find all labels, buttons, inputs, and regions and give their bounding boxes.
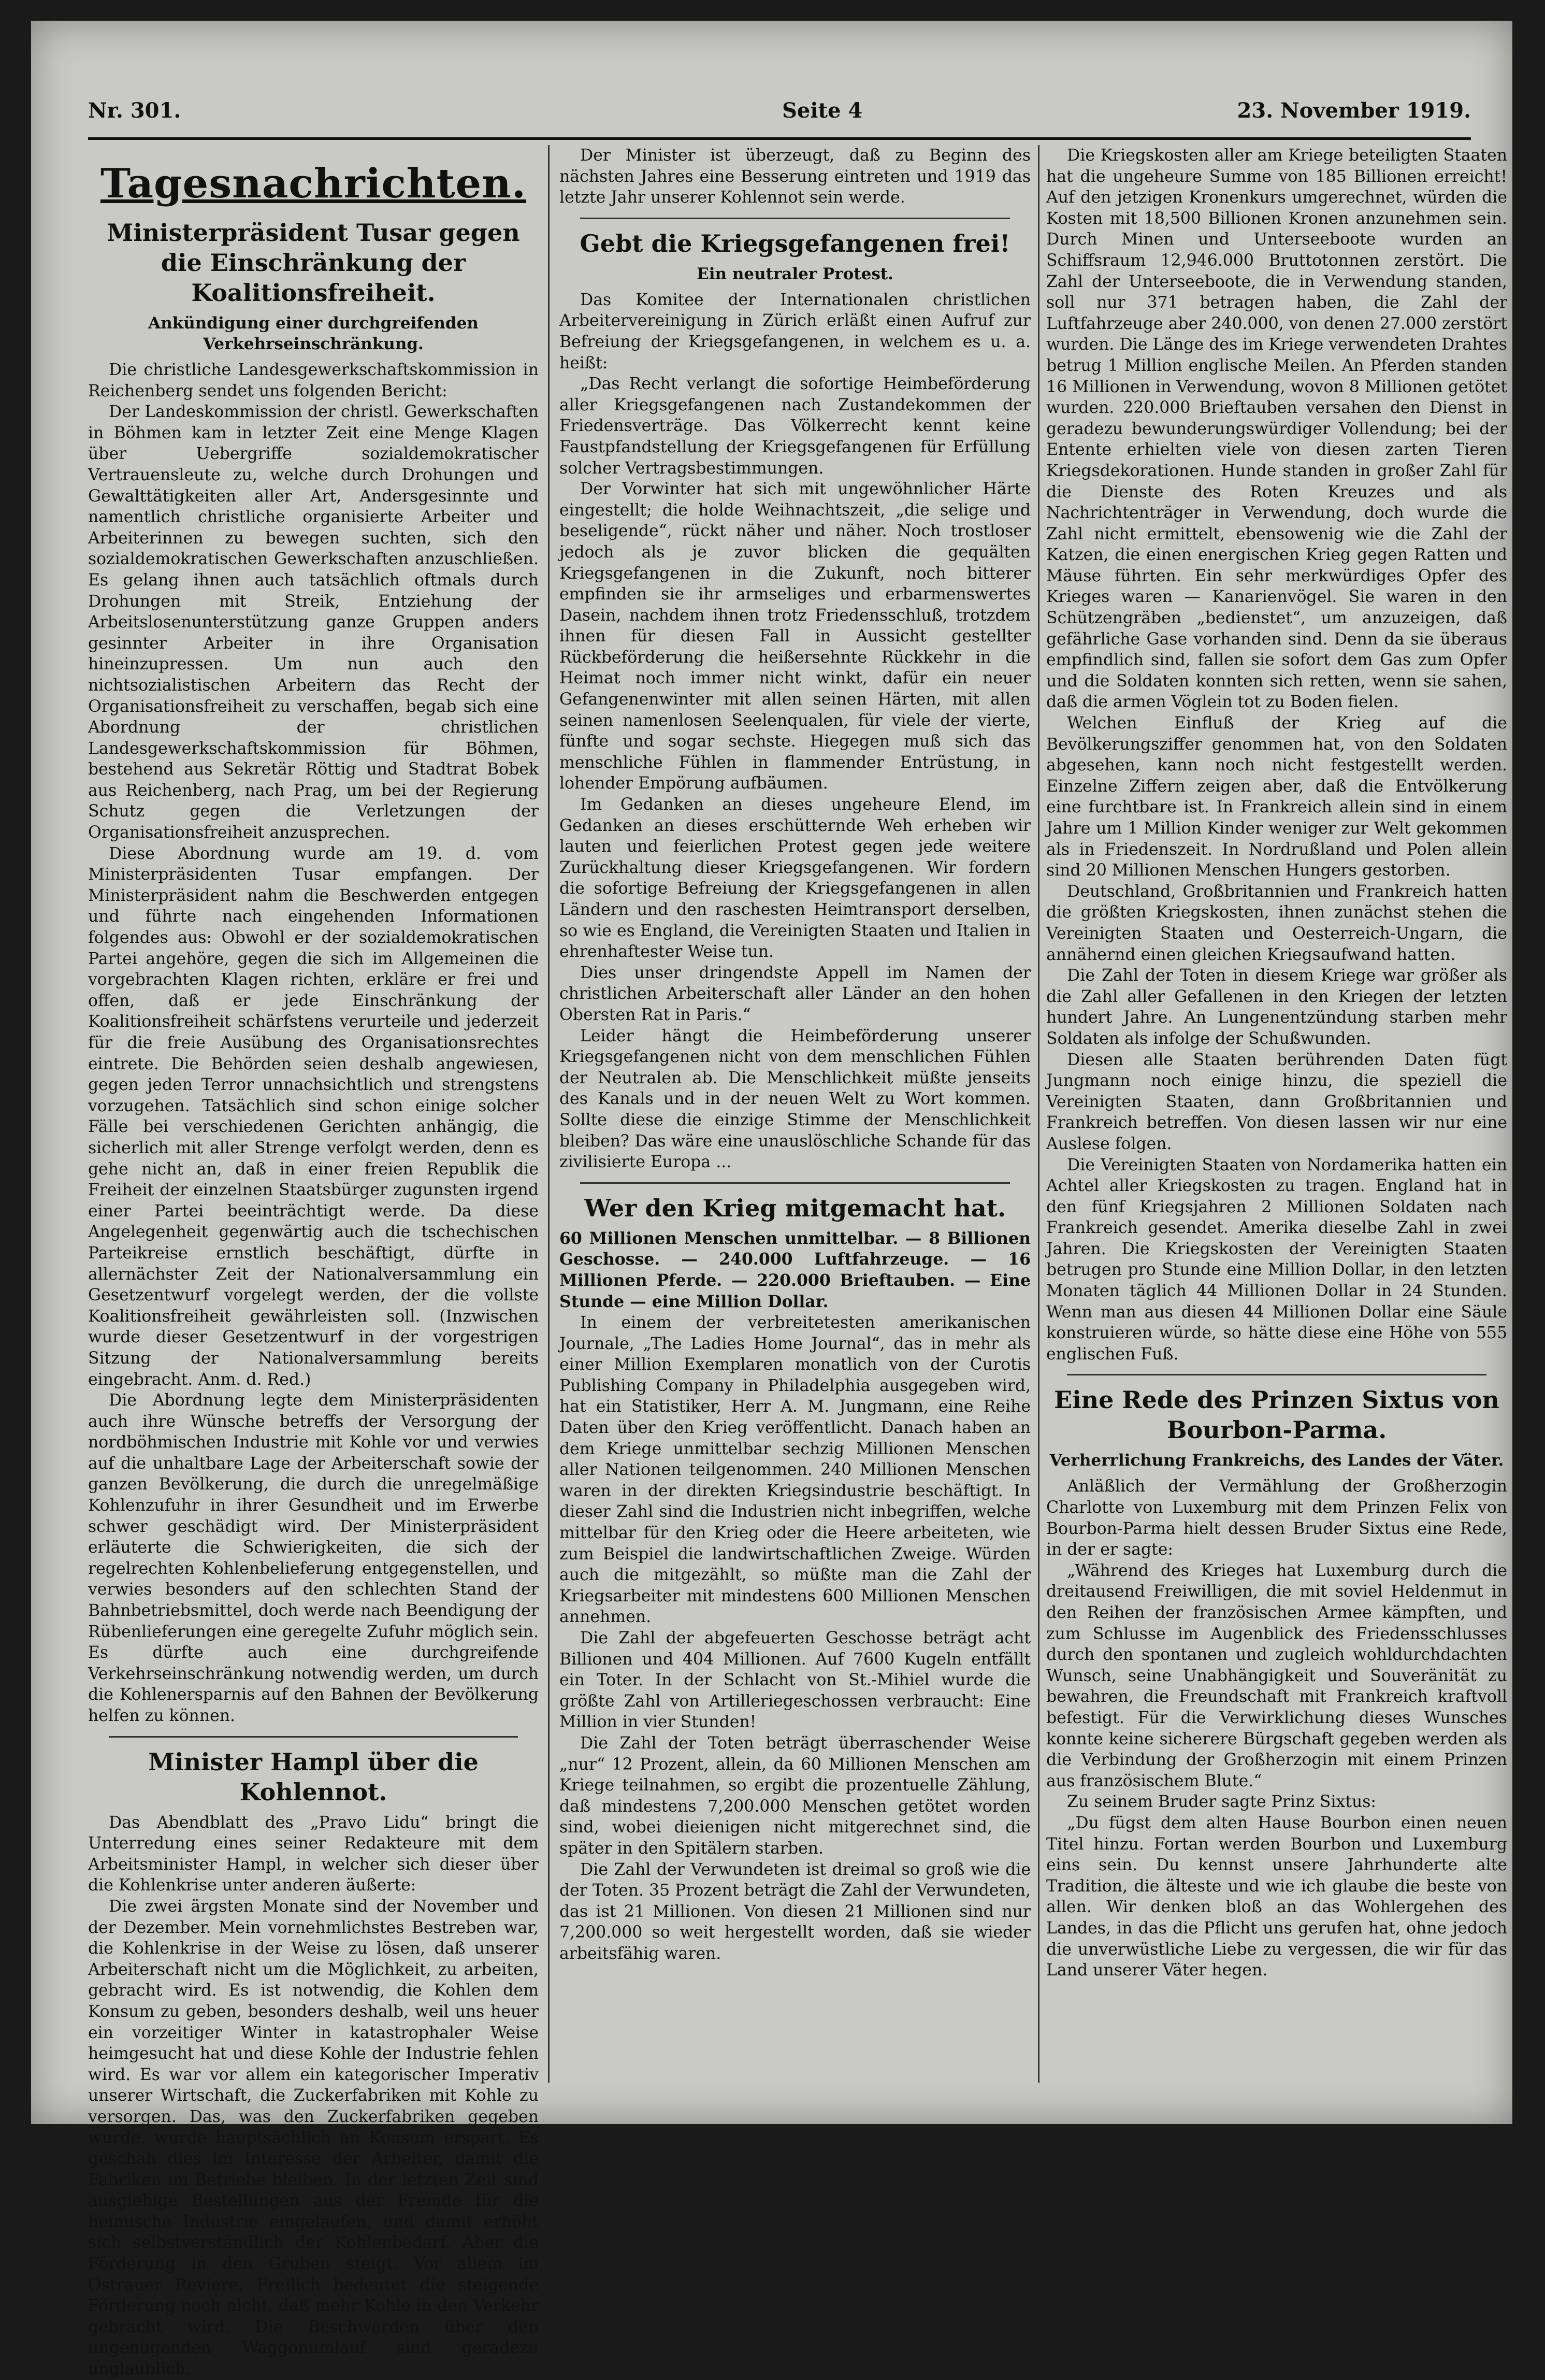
page-header <box>88 93 1471 135</box>
column-1 <box>88 145 539 2379</box>
paragraph: „Das Recht verlangt die sofortige Heimbeförderung aller Kriegsgefangenen nach Zustandekommen der Friedensverträge. Das Völkerrecht kennt keine Faustpfandstellung der Kriegsgefangenen für Erfüllung solcher Vertragsbestimmungen. <box>559 375 1031 478</box>
article-subtitle: Verherrlichung Frankreichs, des Landes der Väter. <box>1049 1451 1504 1470</box>
column-divider <box>1038 145 1039 2083</box>
paragraph: Die Zahl der Verwundeten ist dreimal so groß wie die der Toten. 35 Prozent beträgt die Zahl der Verwundeten, das ist 21 Millionen. Von diesen 21 Millionen sind nur 7,200.000 so weit hergestellt worden, daß sie wieder arbeitsfähig waren. <box>559 1860 1031 1963</box>
paragraph: Zu seinem Bruder sagte Prinz Sixtus: <box>1067 1793 1377 1812</box>
issue-number: Nr. 301. <box>88 98 181 123</box>
page-number: Seite 4 <box>782 98 863 123</box>
column-3 <box>1046 145 1507 2093</box>
paragraph: „Du fügst dem alten Hause Bourbon einen neuen Titel hinzu. Fortan werden Bourbon und Luxemburg eins sein. Du kennst unsere Jahrhunderte alte Tradition, die älteste und wie ich glaube die beste von allen. Wir denken bloß an das Wohlergehen des Landes, in das die Pflicht uns gerufen hat, ohne jedoch die unverwüstliche Liebe zu vergessen, die wir für das Land unserer Väter hegen. <box>1046 1813 1507 1980</box>
paragraph: Diese Abordnung wurde am 19. d. vom Ministerpräsidenten Tusar empfangen. Der Ministerpräsident nahm die Beschwerden entgegen und führte nach eingehenden Informationen folgendes aus: Obwohl er der sozialdemokratischen Partei angehöre, gegen die sich im Allgemeinen die vorgebrachten Klagen richten, erkläre er frei und offen, daß er jede Einschränkung der Koalitionsfreiheit schärfstens verurteile und jederzeit für die freie Ausübung des Organisationsrechtes eintrete. Die Behörden seien deshalb angewiesen, gegen jeden Terror unnachsichtlich und strengstens vorzugehen. Tatsächlich sind schon einige solcher Fälle bei verschiedenen Gerichten anhängig, die sicherlich mit aller Strenge verfolgt werden, denn es gehe nicht an, daß in einer freien Republik die Freiheit der einzelnen Staatsbürger zugunsten irgend einer Partei beeinträchtigt werde. Da diese Angelegenheit gegenwärtig auch die tschechischen Parteikreise ernstlich beschäftigt, dürfte in allernächster Zeit der Nationalversammlung ein Gesetzentwurf vorgelegt werden, der die vollste Koalitionsfreiheit gewährleisten soll. (Inzwischen wurde dieser Gesetzentwurf in der vorgestrigen Sitzung der Nationalversammlung bereits eingebracht. Anm. d. Red.) <box>88 844 539 1389</box>
article-subtitle: Ankündigung einer durchgreifenden Verkehrseinschränkung. <box>148 314 479 353</box>
paragraph: Die zwei ärgsten Monate sind der November und der Dezember. Mein vornehmlichstes Bestreben war, die Kohlenkrise in der Weise zu lösen, daß unserer Arbeiterschaft nicht um die Möglichkeit, zu arbeiten, gebracht wird. Es ist notwendig, die Kohlen dem Konsum zu geben, besonders deshalb, weil uns heuer ein vorzeitiger Winter in katastrophaler Weise heimgesucht hat und diese Kohle der Industrie fehlen wird. Es war vor allem ein kategorischer Imperativ unserer Wirtschaft, die Zuckerfabriken mit Kohle zu versorgen. Das, was den Zuckerfabriken gegeben wurde, wurde hauptsächlich an Konsum erspart. Es geschah dies im Interesse der Arbeiter, damit die Fabriken im Betriebe bleiben. In der letzten Zeit sind ausgiebige Bestellungen aus der Fremde für die heimische Industrie eingelaufen, und damit erhöht sich selbstverständlich der Kohlenbedarf. Aber die Förderung in den Gruben steigt. Vor allem im Ostrauer Reviere. Freilich bedeutet die steigende Förderung noch nicht, daß mehr Kohle in den Verkehr gebracht wird. Die Beschwerden über den ungenügenden Waggonumlauf sind geradezu unglaublich. <box>88 1897 539 2379</box>
separator <box>580 218 1010 219</box>
article-title: Ministerpräsident Tusar gegen die Einschränkung der Koalitionsfreiheit. <box>107 219 520 307</box>
article-title: Wer den Krieg mitgemacht hat. <box>584 1194 1006 1222</box>
paragraph: Der Landeskommission der christl. Gewerkschaften in Böhmen kam in letzter Zeit eine Menge Klagen über Uebergriffe sozialdemokratischer Vertrauensleute zu, welche durch Drohungen und Gewalttätigkeiten aller Art, Andersgesinnte und namentlich christliche organisierte Arbeiter und Arbeiterinnen zu bewegen suchten, sich den sozialdemokratischen Gewerkschaften anzuschließen. Es gelang ihnen auch tatsächlich oftmals durch Drohungen mit Streik, Entziehung der Arbeitslosenunterstützung ganze Gruppen anders gesinnter Arbeiter in ihre Organisation hineinzupressen. Um nun auch den nichtsozialistischen Arbeitern das Recht der Organisationsfreiheit zu verschaffen, begab sich eine Abordnung der christlichen Landesgewerkschaftskommission für Böhmen, bestehend aus Sekretär Röttig und Stadtrat Bobek aus Reichenberg, nach Prag, um bei der Regierung Schutz gegen die Verletzungen der Organisationsfreiheit anzusprechen. <box>88 403 539 842</box>
paragraph: Der Vorwinter hat sich mit ungewöhnlicher Härte eingestellt; die holde Weihnachtszeit, „die selige und beseligende“, rückt näher und näher. Noch trostloser jedoch als je zuvor blicken die gequälten Kriegsgefangenen in die Zukunft, noch bitterer empfinden sie ihr armseliges und erbarmenswertes Dasein, nachdem ihnen trotz Friedensschluß, trotzdem ihnen für diesen Fall in Aussicht gestellter Rückbeförderung die heißersehnte Rückkehr in die Heimat noch immer nicht winkt, dafür ein neuer Gefangenenwinter mit allen seinen Härten, mit allen seinen namenlosen Seelenqualen, für viele der vierte, fünfte und sogar sechste. Hiegegen muß sich das menschliche Fühlen in flammender Entrüstung, in lohender Empörung aufbäumen. <box>559 480 1031 793</box>
paragraph: „Während des Krieges hat Luxemburg durch die dreitausend Freiwilligen, die mit soviel Heldenmut in den Reihen der französischen Armee kämpften, und zum Schlusse im Augenblick des Friedensschlusses durch den spontanen und zugleich wohldurchdachten Wunsch, seine Unabhängigkeit und Souveränität zu bewahren, die Freundschaft mit Frankreich kraftvoll befestigt. Für die Verwirklichung dieses Wunsches konnte keine sicherere Bürgschaft gegeben werden als die Verbindung der Großherzogin mit einem Prinzen aus französischem Blute.“ <box>1046 1561 1507 1790</box>
paragraph: Das Komitee der Internationalen christlichen Arbeitervereinigung in Zürich erläßt einen Aufruf zur Befreiung der Kriegsgefangenen, in welchem es u. a. heißt: <box>559 290 1031 372</box>
article-title: Gebt die Kriegsgefangenen frei! <box>580 229 1010 257</box>
separator <box>580 1182 1010 1184</box>
paragraph: Dies unser dringendste Appell im Namen der christlichen Arbeiterschaft aller Länder an den hohen Obersten Rat in Paris.“ <box>559 963 1031 1024</box>
column-divider <box>548 145 550 2083</box>
article-title: Minister Hampl über die Kohlennot. <box>148 1747 479 1806</box>
paragraph: Die Zahl der Toten beträgt überraschender Weise „nur“ 12 Prozent, allein, da 60 Millionen Menschen am Kriege teilnahmen, so ergibt die prozentuelle Zählung, daß mindestens 7,200.000 Menschen getötet worden sind, wobei dieienigen nicht mitgerechnet sind, die später in den Spitälern starben. <box>559 1733 1031 1858</box>
paragraph: Welchen Einfluß der Krieg auf die Bevölkerungsziffer genommen hat, von den Soldaten abgesehen, kann noch nicht festgestellt werden. Einzelne Ziffern zeigen aber, daß die Entvölkerung eine furchtbare ist. In Frankreich allein sind in einem Jahre um 1 Million Kinder weniger zur Welt gekommen als in Friedenszeit. In Nordrußland und Polen allein sind 20 Millionen Menschen Hungers gestorben. <box>1046 714 1507 880</box>
article-subtitle: Ein neutraler Protest. <box>697 264 893 283</box>
paragraph: Die Kriegskosten aller am Kriege beteiligten Staaten hat die ungeheure Summe von 185 Billionen erreicht! Auf den jetzigen Kronenkurs umgerechnet, würden die Kosten mit 18,500 Billionen Kronen anzunehmen sein. Durch Minen und Unterseeboote wurden an Schiffsraum 12,946.000 Bruttotonnen zerstört. Die Zahl der Unterseeboote, die in Verwendung standen, soll nur 371 betragen haben, die Zahl der Luftfahrzeuge aber 240.000, von denen 27.000 zerstört wurden. Die Länge des im Kriege verwendeten Drahtes betrug 1 Million englische Meilen. An Pferden standen 16 Millionen in Verwendung, wovon 8 Millionen getötet wurden. 220.000 Brieftauben versahen den Dienst in geradezu bewunderungswürdiger Vollendung; bei der Entente erhielten viele von diesen zarten Tieren Kriegsdekorationen. Hunde standen in großer Zahl für die Dienste des Roten Kreuzes und als Nachrichtenträger in Verwendung, doch wurde die Zahl nicht ermittelt, ebensowenig wie die Zahl der Katzen, die einen energischen Krieg gegen Ratten und Mäuse führten. Ein sehr merkwürdiges Opfer des Krieges waren — Kanarienvögel. Sie waren in den Schützengräben „bedienstet“, um anzuzeigen, daß gefährliche Gase vorhanden sind. Denn da sie überaus empfindlich sind, fallen sie sofort dem Gas zum Opfer und die Soldaten konnten sich retten, wenn sie sahen, daß die armen Vöglein tot zu Boden fielen. <box>1046 146 1507 712</box>
newspaper-page <box>31 21 1512 2379</box>
paragraph: In einem der verbreitetesten amerikanischen Journale, „The Ladies Home Journal“, das in mehr als einer Million Exemplaren monatlich von der Curotis Publishing Company in Philadelphia ausgegeben wird, hat ein Statistiker, Herr A. M. Jungmann, eine Reihe Daten über den Krieg veröffentlicht. Danach haben an dem Kriege unmittelbar sechzig Millionen Menschen aller Nationen teilgenommen. 240 Millionen Menschen waren in der direkten Kriegsindustrie beschäftigt. In dieser Zahl sind die Industrien nicht inbegriffen, welche mittelbar für den Krieg oder die Heere arbeiteten, wie zum Beispiel die landwirtschaftlichen Zweige. Würden auch die mitgezählt, so müßte man die Zahl der Kriegsarbeiter mit mindestens 600 Millionen Menschen annehmen. <box>559 1313 1031 1627</box>
section-title: Tagesnachrichten. <box>100 160 527 207</box>
paragraph: Die Abordnung legte dem Ministerpräsidenten auch ihre Wünsche betreffs der Versorgung der nordböhmischen Industrie mit Kohle vor und verwies auf die unhaltbare Lage der Arbeiterschaft sowie der ganzen Bevölkerung, die durch die unregelmäßige Kohlenzufuhr in ihrer Gesundheit und im Erwerbe schwer geschädigt wird. Der Ministerpräsident erläuterte die Schwierigkeiten, die sich der regelrechten Kohlenbelieferung entgegenstellen, und verwies besonders auf den schlechten Stand der Bahnbetriebsmittel, doch werde nach Beendigung der Rübenlieferungen eine geregelte Zufuhr möglich sein. Es dürfte auch eine durchgreifende Verkehrseinschränkung notwendig werden, um durch die Kohlenersparnis auf den Bahnen der Bevölkerung helfen zu können. <box>88 1391 539 1725</box>
paragraph: Die Zahl der abgefeuerten Geschosse beträgt acht Billionen und 404 Millionen. Auf 7600 Kugeln entfällt ein Toter. In der Schlacht von St.-Mihiel wurde die größte Zahl von Artilleriegeschossen verbraucht: Eine Million in vier Stunden! <box>559 1629 1031 1732</box>
article-title: Eine Rede des Prinzen Sixtus von Bourbon-Parma. <box>1054 1386 1499 1444</box>
article-lead: 60 Millionen Menschen unmittelbar. — 8 Billionen Geschosse. — 240.000 Luftfahrzeuge. — 16 Millionen Pferde. — 220.000 Brieftauben. — Eine Stunde — eine Million Dollar. <box>559 1228 1031 1311</box>
paragraph: Der Minister ist überzeugt, daß zu Beginn des nächsten Jahres eine Besserung eintreten und 1919 das letzte Jahr unserer Kohlennot sein werde. <box>559 146 1031 207</box>
paragraph: Das Abendblatt des „Pravo Lidu“ bringt die Unterredung eines seiner Redakteure mit dem Arbeitsminister Hampl, in welcher sich dieser über die Kohlenkrise unter anderen äußerte: <box>88 1813 539 1895</box>
header-rule <box>88 137 1471 140</box>
paragraph: Die Vereinigten Staaten von Nordamerika hatten ein Achtel aller Kriegskosten zu tragen. England hat in den fünf Kriegsjahren 2 Millionen Soldaten nach Frankreich gesendet. Amerika dieselbe Zahl in zwei Jahren. Die Kriegskosten der Vereinigten Staaten betrugen pro Stunde eine Million Dollar, in den letzten Monaten täglich 44 Millionen Dollar in 24 Stunden. Wenn man aus diesen 44 Millionen Dollar eine Säule konstruieren würde, so hätte diese eine Höhe von 555 englischen Fuß. <box>1046 1155 1507 1364</box>
issue-date: 23. November 1919. <box>1237 98 1471 123</box>
paragraph: Die Zahl der Toten in diesem Kriege war größer als die Zahl aller Gefallenen in den Kriegen der letzten hundert Jahre. An Lungenentzündung starben mehr Soldaten als infolge der Schußwunden. <box>1046 966 1507 1048</box>
paragraph: Diesen alle Staaten berührenden Daten fügt Jungmann noch einige hinzu, die speziell die Vereinigten Staaten, dann Großbritannien und Frankreich betreffen. Von diesen lassen wir nur eine Auslese folgen. <box>1046 1050 1507 1153</box>
paragraph: Leider hängt die Heimbeförderung unserer Kriegsgefangenen nicht von dem menschlichen Fühlen der Neutralen ab. Die Menschlichkeit müßte jenseits des Kanals und in der neuen Welt zu Wort kommen. Sollte diese die einzige Stimme der Menschlichkeit bleiben? Das wäre eine unauslöschliche Schande für das zivilisierte Europa ... <box>559 1026 1031 1172</box>
paragraph: Im Gedanken an dieses ungeheure Elend, im Gedanken an dieses erschütternde Weh erheben wir lauten und feierlichen Protest gegen jede weitere Zurückhaltung dieser Kriegsgefangenen. Wir fordern die sofortige Befreiung der Kriegsgefangenen in allen Ländern und den raschesten Heimtransport derselben, so wie es England, die Vereinigten Staaten und Italien in ehrenhaftester Weise tun. <box>559 795 1031 962</box>
paragraph: Die christliche Landesgewerkschaftskommission in Reichenberg sendet uns folgenden Bericht: <box>88 361 539 400</box>
separator <box>1067 1374 1486 1375</box>
separator <box>109 1736 518 1738</box>
paragraph: Anläßlich der Vermählung der Großherzogin Charlotte von Luxemburg mit dem Prinzen Felix von Bourbon-Parma hielt dessen Bruder Sixtus eine Rede, in der er sagte: <box>1046 1477 1507 1559</box>
column-2 <box>559 145 1031 2093</box>
paragraph: Deutschland, Großbritannien und Frankreich hatten die größten Kriegskosten, ihnen zunächst stehen die Vereinigten Staaten und Oesterreich-Ungarn, die annähernd einen gleichen Kriegsaufwand hatten. <box>1046 882 1507 964</box>
